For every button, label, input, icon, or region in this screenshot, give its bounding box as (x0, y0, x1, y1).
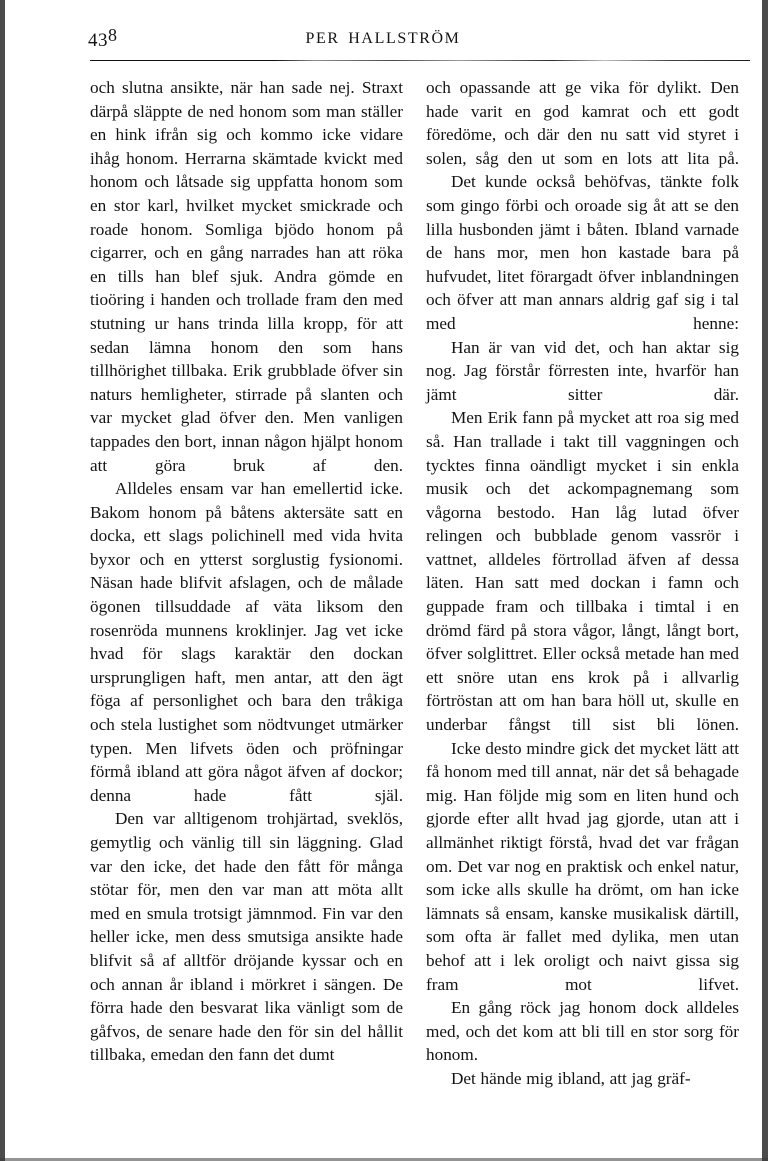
running-head (88, 26, 708, 52)
page-number-low-digits: 43 (88, 30, 108, 51)
paragraph: Den var alltigenom trohjärtad, sveklös, gemytlig och vänlig till sin läggning. Glad var den icke, det hade den fått för många stötar för, men den var man att möta allt med en smula trotsigt jämnmod. Fin var den heller icke, men dess smutsiga ansikte hade blifvit så af alltför dröjande kyssar och en och annan år ibland i mörkret i sängen. De förra hade den besvarat lika vänligt som de gåfvos, de senare hade den för sin del hållit tillbaka, emedan den fann det dumt (90, 809, 403, 1065)
header-rule (90, 60, 750, 61)
text-columns (90, 76, 739, 1091)
paragraph: Alldeles ensam var han emellertid icke. Bakom honom på båtens aktersäte satt en docka, ett slags polichinell med vida hvita byxor och en ytterst sorglustig fysionomi. Näsan hade blifvit afslagen, och de målade ögonen tillsuddade af väta liksom den rosenröda munnens kroklinjer. Jag vet icke hvad för slags karaktär den dockan ursprungligen haft, men antar, att den ägt föga af personlighet och bara den tråkiga och stela lustighet som nödtvunget utmärker typen. Men lifvets öden och pröfningar förmå ibland att göra något äfven af dockor; denna hade fått själ. (90, 479, 403, 805)
paragraph: och slutna ansikte, när han sade nej. Straxt därpå släppte de ned honom som man ställer en hink ifrån sig och kommo icke vidare ihåg honom. Herrarna skämtade kvickt med honom och låtsade sig uppfatta honom som en stor karl, hvilket mycket smickrade och roade honom. Somliga bjödo honom på cigarrer, och en gång narrades han att röka en tills han blef sjuk. Andra gömde en tioöring i handen och trollade fram den med stutning ur hans trinda lilla kropp, för att sedan lämna honom den som hans tillhörighet tillbaka. Erik grubblade öfver sin naturs hemligheter, stirrade på slanten och var mycket glad öfver den. Men vanligen tappades den bort, innan någon hjälpt honom att göra bruk af den. (90, 78, 403, 475)
scan-edge-right (762, 0, 768, 1161)
scan-edge-left (0, 0, 5, 1161)
paragraph: Det kunde också behöfvas, tänkte folk som gingo förbi och oroade sig åt att se den lilla husbonden jämt i båten. Ibland varnade de hans mor, men hon kastade bara på hufvudet, litet förargadt öfver inblandningen och öfver att man annars aldrig gaf sig i tal med henne: (426, 172, 739, 333)
column-right (426, 76, 739, 1091)
paragraph: Men Erik fann på mycket att roa sig med så. Han trallade i takt till vaggningen och tycktes finna oändligt mycket i sin enkla musik och det ackompagnemang som vågorna bestodo. Han låg lutad öfver relingen och bubblade genom vassrör i vattnet, alldeles förtrollad äfven af dessa läten. Han satt med dockan i famn och guppade fram och tillbaka i timtal i en drömd färd på stora vågor, långt, långt bort, öfver solglittret. Eller också metade han med ett snöre utan ens krok på i allvarlig förtröstan att om han bara höll ut, skulle en underbar fångst till sist bli lönen. (426, 408, 739, 735)
column-left (90, 76, 403, 1091)
running-title: PER HALLSTRÖM (305, 30, 461, 47)
page-number-high-digit: 8 (108, 25, 118, 45)
paragraph: Det hände mig ibland, att jag gräf- (451, 1068, 691, 1088)
paragraph: En gång röck jag honom dock alldeles med, och det kom att bli till en stor sorg för honom. (426, 998, 739, 1065)
paragraph: och opassande att ge vika för dylikt. Den hade varit en god kamrat och ett godt föredöme, och där den nu satt vid styret i solen, såg den ut som en lots att lita på. (426, 78, 739, 168)
paragraph: Han är van vid det, och han aktar sig nog. Jag förstår förresten inte, hvarför han jämt sitter där. (426, 337, 739, 404)
paragraph: Icke desto mindre gick det mycket lätt att få honom med till annat, när det så behagade mig. Han följde mig som en liten hund och gjorde efter allt hvad jag gjorde, utan att i allmänhet riktigt förstå, hvad det var frågan om. Det var nog en praktisk och enkel natur, som icke alls skulle ha drömt, om han icke lämnats så ensam, kanske musikalisk därtill, som ofta är fallet med dylika, men utan behof att i lek oroligt och naivt gissa sig fram mot lifvet. (426, 738, 739, 994)
